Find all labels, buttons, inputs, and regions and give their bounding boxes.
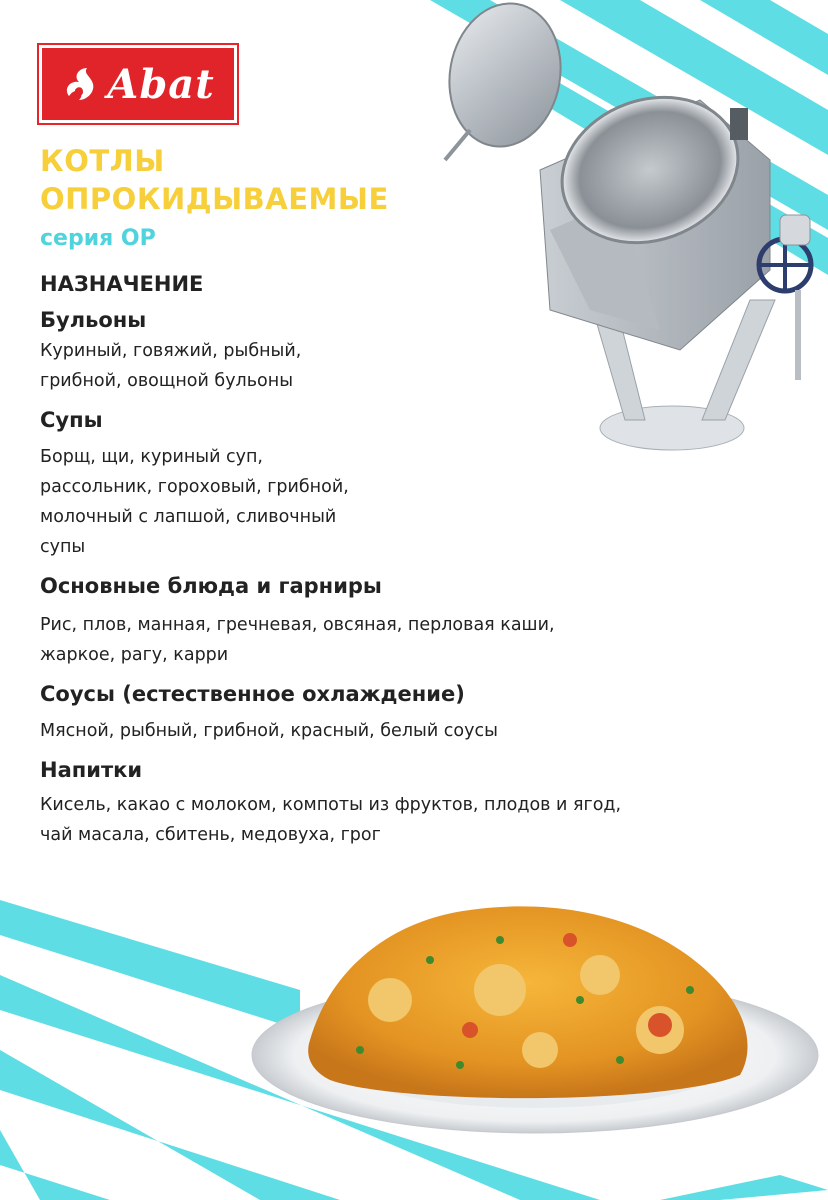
section-text-line: Рис, плов, манная, гречневая, овсяная, перловая каши, — [40, 615, 555, 635]
section-text-line: Борщ, щи, куриный суп, — [40, 447, 263, 467]
title-line-2: ОПРОКИДЫВАЕМЫЕ — [40, 182, 389, 216]
section-title: Соусы (естественное охлаждение) — [40, 682, 465, 706]
section-main-dishes — [40, 570, 810, 670]
section-text-line: рассольник, гороховый, грибной, — [40, 477, 349, 497]
section-text-line: молочный с лапшой, сливочный — [40, 507, 337, 527]
section-text-line: чай масала, сбитень, медовуха, грог — [40, 825, 381, 845]
title-line-1: КОТЛЫ — [40, 144, 165, 178]
section-text-line: грибной, овощной бульоны — [40, 371, 294, 391]
section-broths — [40, 304, 810, 396]
abat-logo — [37, 43, 239, 125]
section-text-line: Мясной, рыбный, грибной, красный, белый соусы — [40, 721, 498, 741]
section-text-line: жаркое, рагу, карри — [40, 645, 229, 665]
rice-dish-image — [240, 880, 828, 1180]
purpose-heading: НАЗНАЧЕНИЕ — [40, 272, 204, 296]
flame-icon — [61, 62, 101, 106]
purpose-section — [40, 268, 810, 850]
section-soups — [40, 404, 810, 562]
section-text-line: Куриный, говяжий, рыбный, — [40, 341, 302, 361]
series-label: серия ОР — [40, 226, 156, 251]
section-title: Супы — [40, 408, 103, 432]
section-drinks — [40, 754, 810, 850]
section-title: Напитки — [40, 758, 143, 782]
section-sauces — [40, 678, 810, 746]
section-title: Основные блюда и гарниры — [40, 574, 382, 598]
brand-name: Abat — [107, 60, 215, 108]
section-title: Бульоны — [40, 308, 147, 332]
page-title — [40, 142, 389, 218]
section-text-line: Кисель, какао с молоком, компоты из фруктов, плодов и ягод, — [40, 795, 622, 815]
section-text-line: супы — [40, 537, 86, 557]
